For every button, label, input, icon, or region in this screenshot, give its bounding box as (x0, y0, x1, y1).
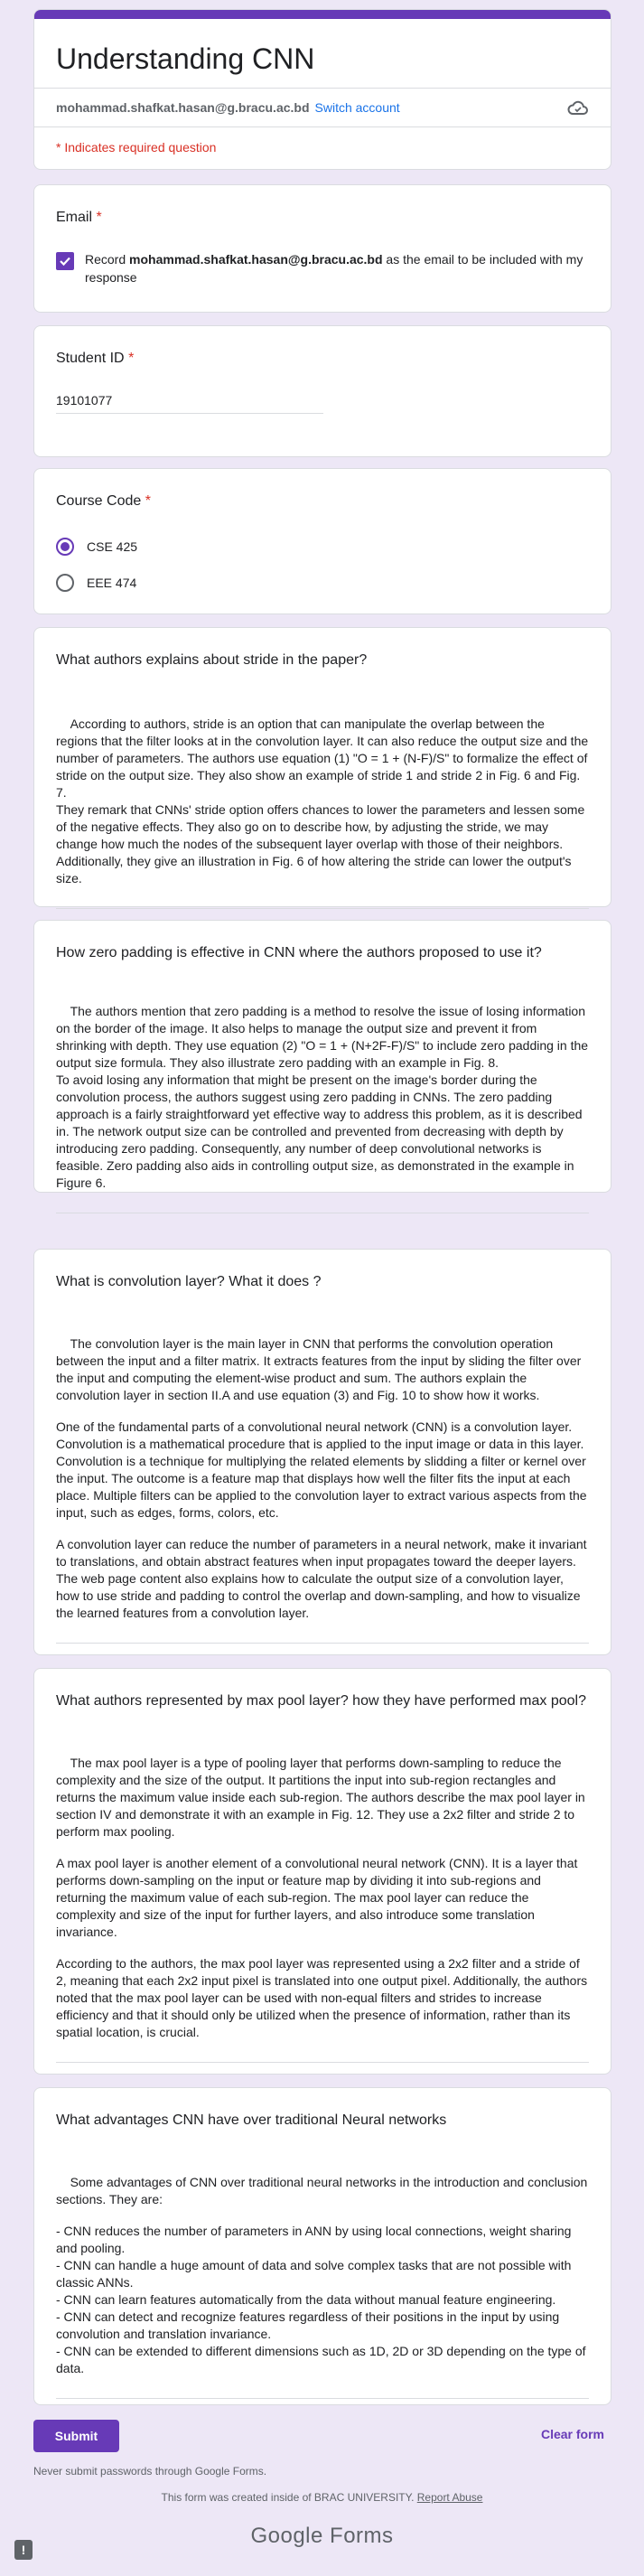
question-title: How zero padding is effective in CNN where the authors proposed to use it? (56, 945, 542, 960)
answer-paragraph: According to the authors, the max pool layer was represented using a 2x2 filter and a stride of 2, meaning that each 2x2 input pixel is translated into one output pixel. Additionally, the authors noted that the max pool layer can be used with non-equal filters and strides to increase efficiency and that it should only be utilized when the presence of information, rather than its spatial location, is crucial. (56, 1956, 592, 2039)
max-pool-answer-textarea[interactable] (56, 1738, 592, 2063)
option-label: EEE 474 (87, 576, 137, 590)
required-asterisk: * (145, 493, 151, 509)
record-email-checkbox[interactable] (56, 252, 74, 270)
account-email: mohammad.shafkat.hasan@g.bracu.ac.bd (56, 100, 310, 115)
clear-form-button[interactable]: Clear form (540, 2427, 604, 2441)
google-forms-logo: Google Forms (250, 2524, 394, 2548)
answer-paragraph: The authors mention that zero padding is a method to resolve the issue of losing information on the border of the image. It also helps to manage the output size and prevent it from shrinking with depth. They use equation (2) "O = 1 + (N+2F-F)/S" to include zero padding in the output size formula. They also illustrate zero padding with an example in Fig. 8. To avoid losing any information that might be present on the image's border during the convolution process, the authors suggest using zero padding in CNNs. The zero padding approach is a fairly straightforward yet effective way to address this problem, as it is described in. The network output size can be controlled and prevented from decreasing with depth by introducing zero padding. Consequently, any number of deep convolutional networks is feasible. Zero padding also aids in controlling output size, as demonstrated in the example in Figure 6. (56, 1004, 589, 1190)
record-email: mohammad.shafkat.hasan@g.bracu.ac.bd (129, 252, 383, 267)
advantages-answer-textarea[interactable] (56, 2157, 592, 2399)
record-suffix: as the email to be included with my response (85, 252, 583, 285)
radio-selected-icon[interactable] (56, 538, 74, 556)
form-header-card (33, 9, 611, 170)
email-question-label: Email (56, 210, 93, 225)
form-title: Understanding CNN (56, 42, 315, 75)
created-text: This form was created inside of BRAC UNIVERSITY. (161, 2491, 415, 2504)
submit-button[interactable]: Submit (33, 2420, 119, 2452)
answer-paragraph: Some advantages of CNN over traditional neural networks in the introduction and conclusion sections. They are: (56, 2175, 592, 2206)
answer-paragraph: - CNN reduces the number of parameters in ANN by using local connections, weight sharing and pooling. - CNN can handle a huge amount of data and solve complex tasks that are not possible with classic ANNs. - CNN can learn features automatically from the data without manual feature engineering. - CNN can detect and recognize features regardless of their positions in the input by using convolution and translation invariance. - CNN can be extended to different dimensions such as 1D, 2D or 3D depending on the type of data. (56, 2224, 586, 2375)
advantages-question-card (33, 2087, 611, 2405)
required-asterisk: * (96, 210, 102, 225)
radio-unselected-icon[interactable] (56, 574, 74, 592)
required-note: * Indicates required question (56, 140, 217, 155)
answer-paragraph: A max pool layer is another element of a convolutional neural network (CNN). It is a layer that performs down-sampling on the input or feature map by dividing it into sub-regions and returning the maximum value of each sub-region. The max pool layer can reduce the complexity and size of the input for further layers, and also introduce some translation invariance. (56, 1856, 582, 1939)
account-row (34, 88, 611, 127)
course-code-label: Course Code (56, 493, 142, 509)
email-question-card (33, 184, 611, 313)
record-email-checkbox-row[interactable] (56, 250, 589, 286)
course-option-cse425[interactable] (56, 529, 589, 565)
accent-bar (34, 10, 611, 19)
answer-paragraph: The convolution layer is the main layer in CNN that performs the convolution operation between the input and a filter matrix. It extracts features from the input by sliding the filter over the input and computing the element-wise product and sum. The authors explain the convolution layer in section II.A and use equation (3) and Fig. 10 to show how it works. (56, 1336, 585, 1402)
question-title (56, 348, 589, 370)
convolution-question-card (33, 1249, 611, 1655)
question-title: What advantages CNN have over traditional Neural networks (56, 2112, 447, 2128)
student-id-question-card (33, 325, 611, 457)
stride-question-card (33, 627, 611, 907)
max-pool-question-card (33, 1668, 611, 2075)
course-code-question-card (33, 468, 611, 614)
answer-paragraph: The max pool layer is a type of pooling layer that performs down-sampling to reduce the complexity and the size of the output. It partitions the input into sub-region rectangles and returns the maximum value inside each sub-region. The authors describe the max pool layer in section IV and demonstrate it with an example in Fig. 12. They use a 2x2 filter and stride 2 to perform max pooling. (56, 1756, 589, 1839)
report-abuse-link[interactable]: Report Abuse (416, 2491, 483, 2504)
question-title (56, 207, 589, 229)
question-title: What authors explains about stride in the paper? (56, 652, 368, 668)
convolution-answer-textarea[interactable] (56, 1318, 589, 1644)
required-asterisk: * (128, 351, 135, 366)
cloud-save-icon[interactable] (567, 99, 589, 117)
record-email-label (85, 250, 589, 286)
course-option-eee474[interactable] (56, 565, 589, 601)
answer-paragraph: According to authors, stride is an option that can manipulate the overlap between the regions that the filter looks at in the convolution layer. It can also reduce the output size and the number of parameters. The authors use equation (1) "O = 1 + (N-F)/S" to formalize the effect of stride on the output size. They also show an example of stride 1 and stride 2 in Fig. 6 and Fig. 7. They remark that CNNs' stride option offers chances to lower the parameters and lessen some of the negative effects. They also go on to describe how, by adjusting the stride, we may change how much the nodes of the subsequent layer overlap with those of their neighbors. Additionally, they give an illustration in Fig. 6 of how altering the stride can lower the output's size. (56, 717, 589, 885)
student-id-label: Student ID (56, 351, 125, 366)
record-prefix: Record (85, 252, 130, 267)
report-problem-icon[interactable]: ! (14, 2540, 33, 2560)
question-title: What is convolution layer? What it does ? (56, 1274, 322, 1289)
option-label: CSE 425 (87, 539, 138, 554)
course-options (56, 529, 589, 601)
answer-paragraph: A convolution layer can reduce the number of parameters in a neural network, make it invariant to translations, and obtain abstract features when input propagates toward the deeper layers. The web page content also explains how to calculate the output size of a convolution layer, how to use stride and padding to control the overlap and down-sampling, and how to visualize the learned features from a convolution layer. (56, 1537, 591, 1620)
stride-answer-textarea[interactable] (56, 698, 589, 909)
zero-padding-question-card (33, 920, 611, 1193)
answer-paragraph: One of the fundamental parts of a convolutional neural network (CNN) is a convolution layer. Convolution is a mathematical procedure that is applied to the input image or data in this layer. Convolution is a technique for multiplying the related elements by slidding a filter or kernel over the input. The outcome is a feature map that displays how well the filter fits the input at each place. Multiple filters can be applied to the convolution layer to extract various aspects from the input, such as edges, forms, colors, etc. (56, 1419, 591, 1520)
created-by-note (0, 2491, 644, 2504)
zero-padding-answer-textarea[interactable] (56, 986, 589, 1213)
student-id-input[interactable]: 19101077 (56, 393, 323, 414)
question-title: What authors represented by max pool layer? how they have performed max pool? (56, 1693, 586, 1709)
question-title (56, 491, 589, 512)
password-warning: Never submit passwords through Google Forms. (33, 2465, 267, 2478)
switch-account-link[interactable]: Switch account (314, 100, 400, 115)
